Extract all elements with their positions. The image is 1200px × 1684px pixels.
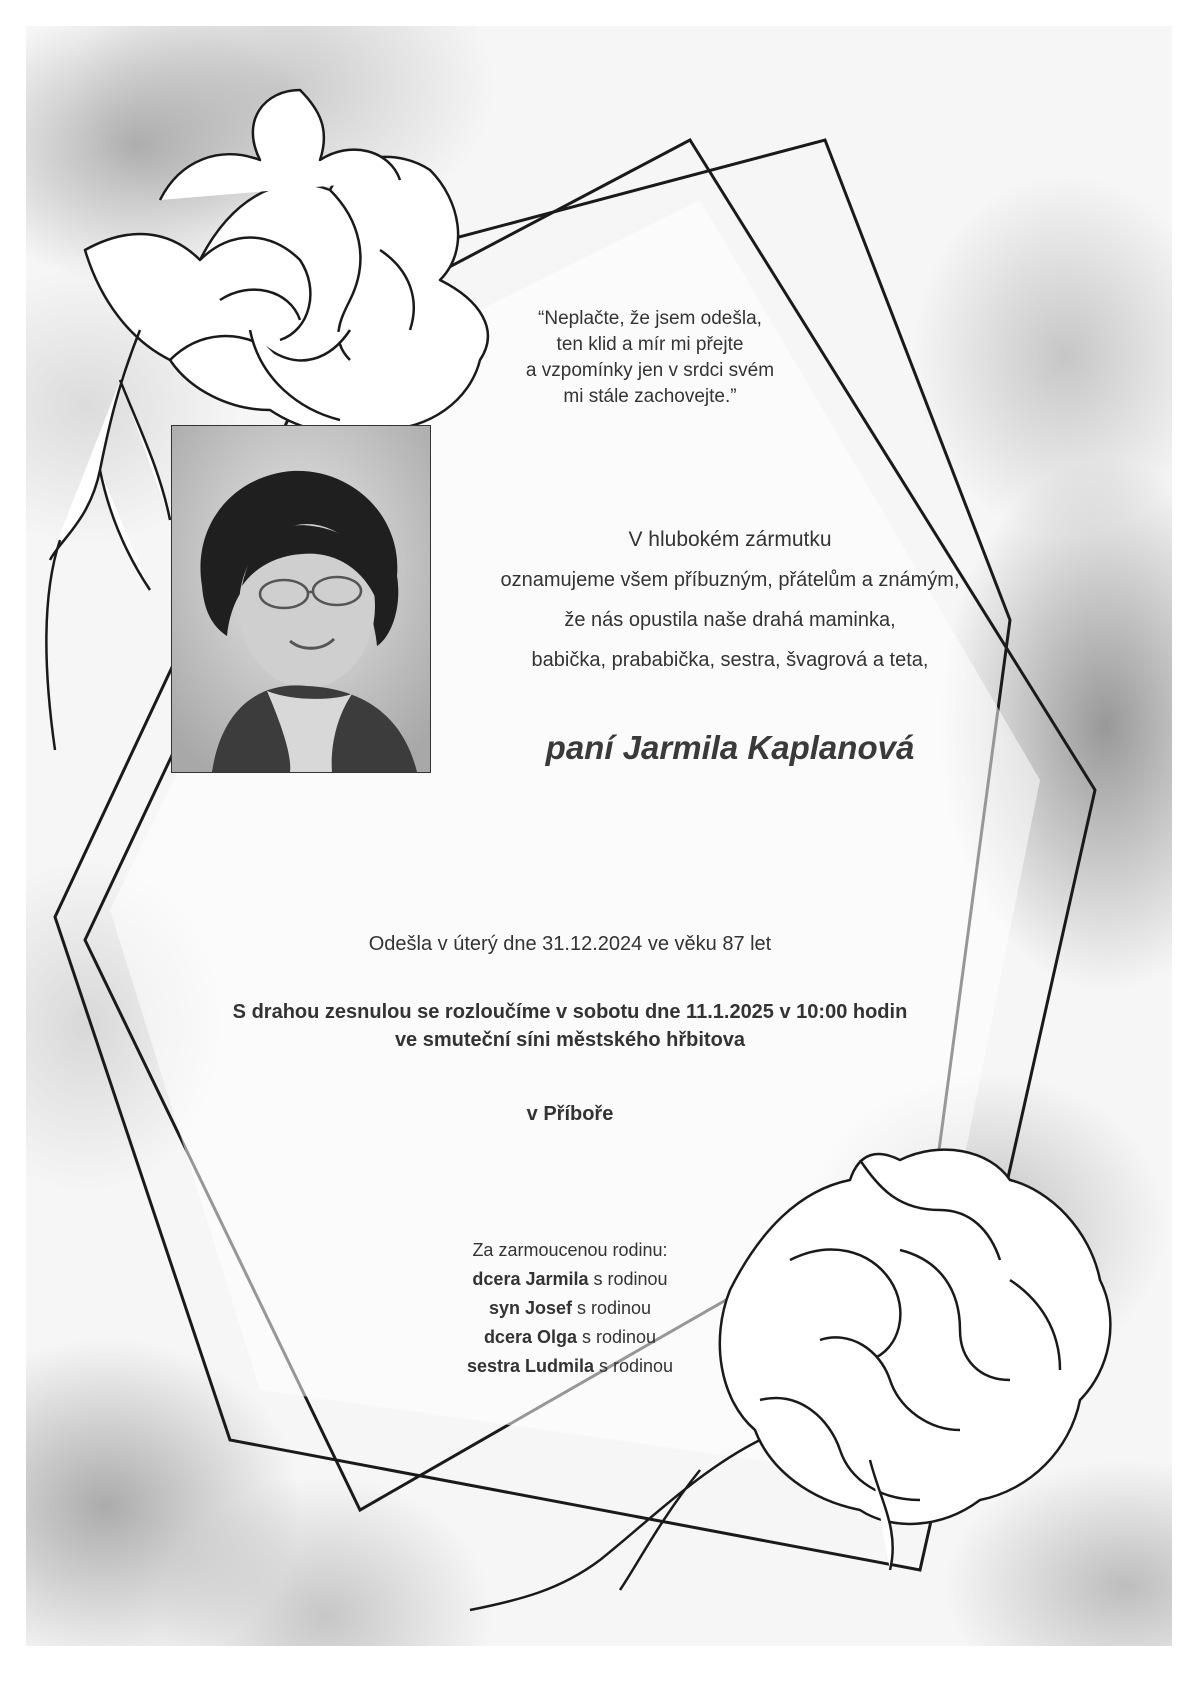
- family-member: [400, 1265, 740, 1294]
- memorial-quote: [480, 306, 820, 410]
- quote-line: ten klid a mír mi přejte: [556, 334, 744, 355]
- family-member: [400, 1294, 740, 1323]
- portrait-icon: [172, 426, 430, 772]
- announcement-text: [440, 520, 1020, 680]
- announcement-line: babička, prababička, sestra, švagrová a teta,: [531, 649, 929, 671]
- death-info: Odešla v úterý dne 31.12.2024 ve věku 87 let: [368, 933, 772, 955]
- family-member-suffix: s rodinou: [588, 1269, 668, 1289]
- family-member-suffix: s rodinou: [571, 1298, 652, 1318]
- farewell-line: S drahou zesnulou se rozloučíme v sobotu dne 11.1.2025 v 10:00 hodin: [232, 1001, 908, 1023]
- family-member-suffix: s rodinou: [576, 1327, 657, 1347]
- family-member-name: dcera Jarmila: [472, 1269, 589, 1289]
- announcement-line: oznamujeme všem příbuzným, přátelům a známým,: [500, 569, 960, 591]
- family-member-name: syn Josef: [488, 1298, 572, 1318]
- family-member-name: dcera Olga: [483, 1327, 577, 1347]
- family-member: [400, 1352, 740, 1381]
- quote-line: a vzpomínky jen v srdci svém: [525, 360, 775, 381]
- announcement-line: že nás opustila naše drahá maminka,: [564, 609, 896, 631]
- family-heading: Za zarmoucenou rodinu:: [472, 1240, 668, 1260]
- family-member: [400, 1323, 740, 1352]
- announcement-line: V hlubokém zármutku: [628, 528, 832, 551]
- family-signature: [400, 1236, 740, 1381]
- farewell-place: v Příboře: [526, 1103, 614, 1125]
- quote-line: “Neplačte, že jsem odešla,: [538, 308, 762, 329]
- quote-line: mi stále zachovejte.”: [563, 386, 737, 407]
- farewell-info: [170, 998, 970, 1054]
- family-member-name: sestra Ludmila: [466, 1356, 594, 1376]
- portrait-photo: [171, 425, 431, 773]
- deceased-name: paní Jarmila Kaplanová: [545, 729, 915, 766]
- family-member-suffix: s rodinou: [593, 1356, 674, 1376]
- farewell-line: ve smuteční síni městského hřbitova: [394, 1029, 746, 1051]
